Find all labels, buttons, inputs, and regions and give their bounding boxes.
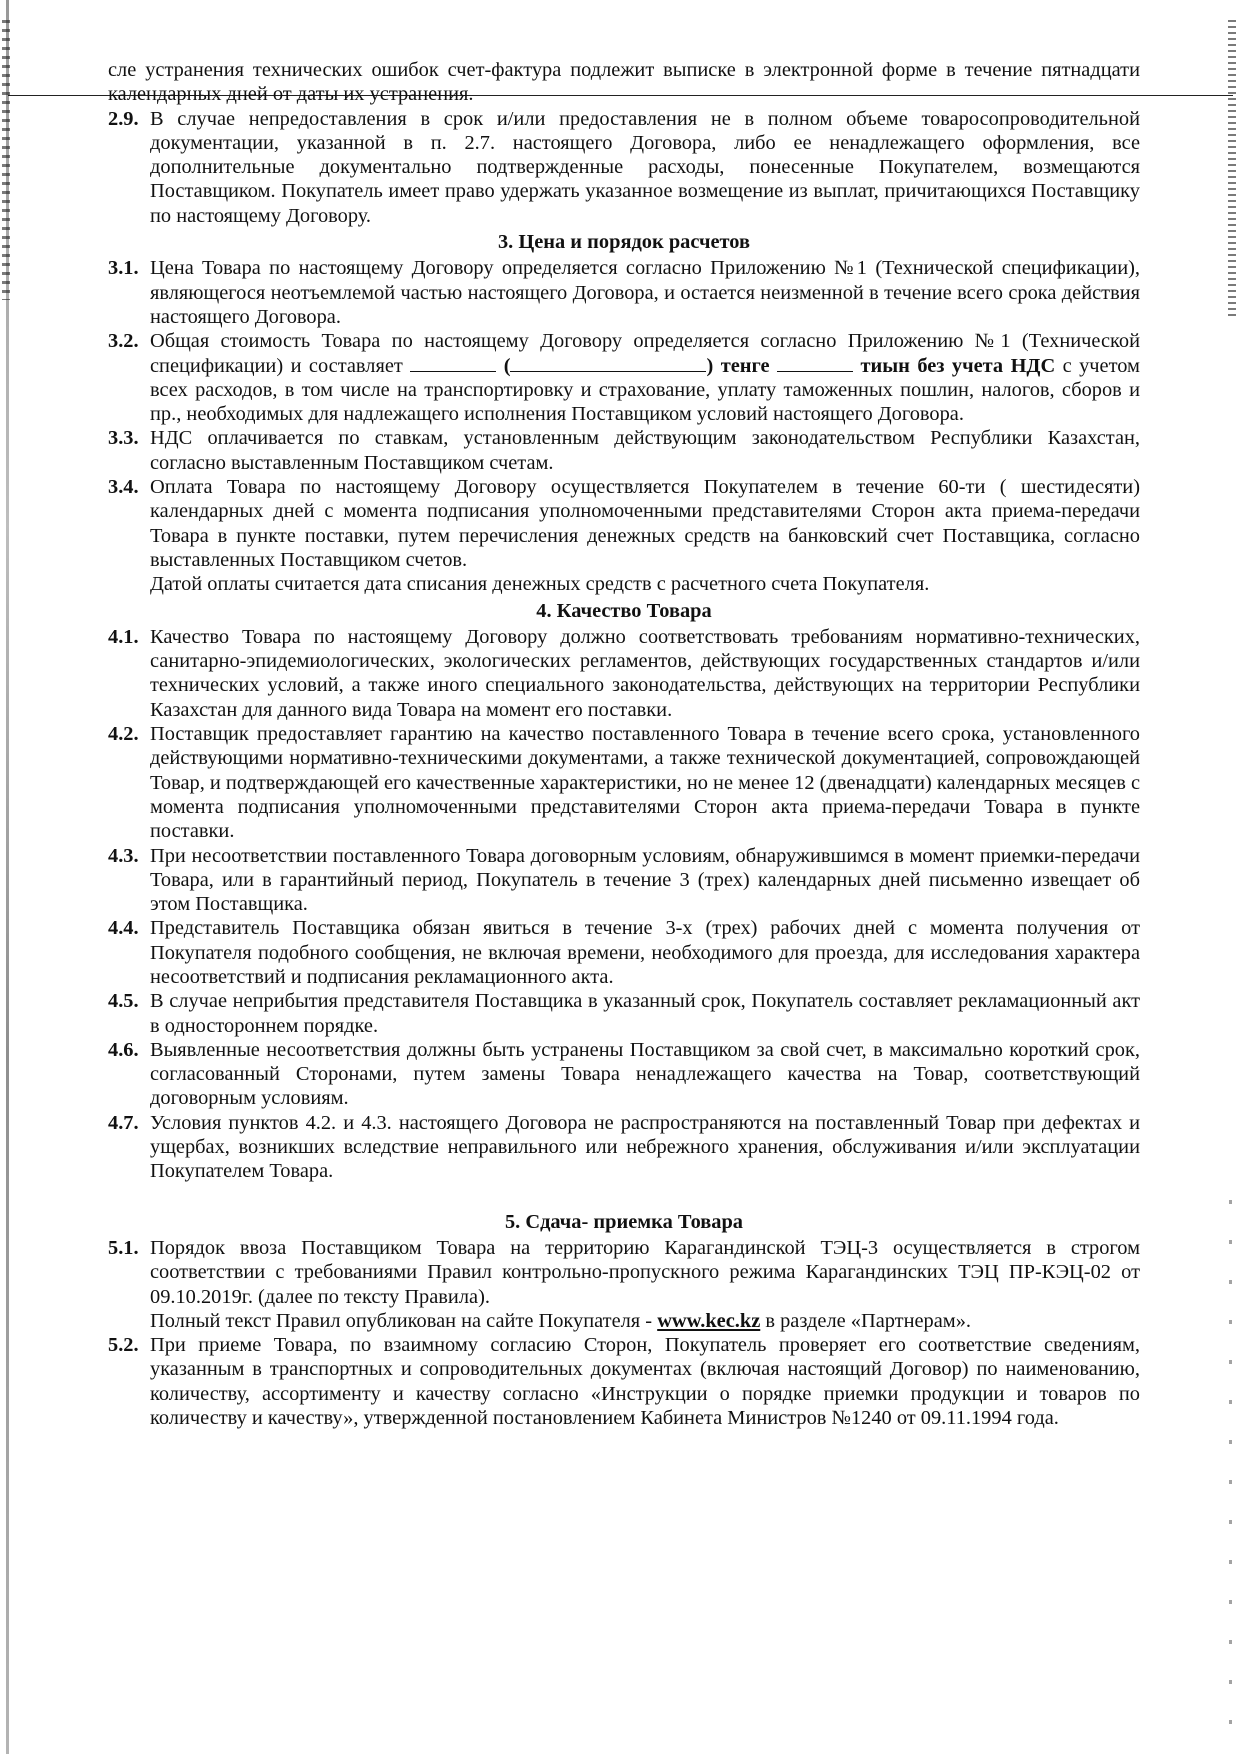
- vat-note: тиын без учета НДС: [860, 354, 1056, 377]
- clause-5-1: [108, 1236, 1140, 1309]
- clause-number: 4.2.: [108, 723, 139, 746]
- scan-marks-right-lower: [1229, 1200, 1232, 1740]
- clause-text: Условия пунктов 4.2. и 4.3. настоящего Договора не распространяются на поставленный Товар при дефектах и ущербах, возникших вследствие неправильного или небрежного хранения, обслуживания и/или эксплуатации Покупателем Товара.: [150, 1111, 1140, 1183]
- rules-note-text: в разделе «Партнерам».: [760, 1309, 971, 1332]
- price-words-blank: [510, 355, 706, 372]
- clause-number: 3.1.: [108, 257, 139, 280]
- clause-text: Порядок ввоза Поставщиком Товара на территорию Карагандинской ТЭЦ-3 осуществляется в строгом соответствии с требованиями Правил контрольно-пропускного режима Карагандинских ТЭЦ ПР-КЭЦ-02 от 09.10.2019г. (далее по тексту Правила).: [150, 1236, 1140, 1308]
- clause-text-part: с учетом всех расходов, в том числе на транспортировку и страхование, уплату таможенных пошлин, налогов, сборов и пр., необходимых для надлежащего исполнения Поставщиком условий настоящего Договора.: [150, 354, 1140, 426]
- clause-4-3: [108, 844, 1140, 917]
- clause-number: 4.3.: [108, 844, 139, 867]
- clause-text: Поставщик предоставляет гарантию на качество поставленного Товара в течение всего срока, установленного действующими нормативно-техническими документами, а также технической документацией, сопровождающей Товар, и подтверждающей его качественные характеристики, но не менее 12 (двенадцати) календарных месяцев с момента подписания уполномоченными представителями Сторон акта приема-передачи Товара в пункте поставки.: [150, 723, 1140, 843]
- section-heading-4: 4. Качество Товара: [536, 599, 712, 622]
- clause-text: НДС оплачивается по ставкам, установленным действующим законодательством Республики Казахстан, согласно выставленным Поставщиком счетам.: [150, 427, 1140, 474]
- clause-text: Выявленные несоответствия должны быть устранены Поставщиком за свой счет, в максимально короткий срок, согласованный Сторонами, путем замены Товара ненадлежащего качества на Товар, соответствующий договорным условиям.: [150, 1038, 1140, 1110]
- clause-4-5: [108, 989, 1140, 1038]
- clause-5-2: [108, 1333, 1140, 1430]
- section-heading-5: 5. Сдача- приемка Товара: [504, 1210, 743, 1233]
- scan-marks-right: [1228, 20, 1236, 320]
- clause-text: Оплата Товара по настоящему Договору осуществляется Покупателем в течение 60-ти ( шестидесяти) календарных дней с момента подписания уполномоченными представителями Сторон акта приема-передачи Товара в пункте поставки, путем перечисления денежных средств на банковский счет Поставщика, согласно выставленных Поставщиком счетов.: [150, 476, 1140, 571]
- section-heading-3: 3. Цена и порядок расчетов: [497, 231, 751, 254]
- clause-3-1: [108, 256, 1140, 329]
- payment-date-note: Датой оплаты считается дата списания денежных средств с расчетного счета Покупателя.: [150, 573, 930, 596]
- rules-publication-note: [108, 1309, 1140, 1333]
- clause-number: 4.1.: [108, 625, 139, 648]
- clause-text: [150, 329, 1140, 426]
- clause-number: 3.4.: [108, 476, 139, 499]
- clause-text-part: Общая стоимость Товара по настоящему Договору определяется согласно Приложению №1 (Технической спецификации) и составляет: [150, 330, 1140, 377]
- spacer: [108, 1184, 1140, 1208]
- clause-number: 5.2.: [108, 1334, 139, 1357]
- clause-number: 3.3.: [108, 427, 139, 450]
- clause-text: При несоответствии поставленного Товара договорным условиям, обнаружившимся в момент приемки-передачи Товара, или в гарантийный период, Покупатель в течение 3 (трех) календарных дней письменно извещает об этом Поставщика.: [150, 844, 1140, 916]
- price-blank: [410, 355, 496, 372]
- rules-note-text: Полный текст Правил опубликован на сайте Покупателя -: [150, 1309, 658, 1332]
- clause-3-2: [108, 329, 1140, 426]
- clause-text: Представитель Поставщика обязан явиться в течение 3-х (трех) рабочих дней с момента получения от Покупателя подобного сообщения, не включая времени, необходимого для проезда, для исследования характера несоответствий и подписания рекламационного акта.: [150, 917, 1140, 988]
- clause-number: 2.9.: [108, 107, 139, 130]
- clause-4-4: [108, 916, 1140, 989]
- clause-number: 4.7.: [108, 1111, 139, 1134]
- clause-text: В случае неприбытия представителя Поставщика в указанный срок, Покупатель составляет рекламационный акт в одностороннем порядке.: [150, 990, 1140, 1037]
- continued-paragraph: сле устранения технических ошибок счет-фактура подлежит выписке в электронной форме в течение пятнадцати календарных дней от даты их устранения.: [108, 59, 1140, 106]
- clause-4-7: [108, 1111, 1140, 1184]
- tiyn-blank: [777, 355, 853, 372]
- clause-text: Качество Товара по настоящему Договору должно соответствовать требованиям нормативно-технических, санитарно-эпидемиологических, экологических регламентов, действующих государственных стандартов и/или технических условий, а также иного специального законодательства, действующих на территории Республики Казахстан для данного вида Товара на момент его поставки.: [150, 625, 1140, 721]
- currency-label: ) тенге: [706, 354, 770, 377]
- clause-number: 4.6.: [108, 1038, 139, 1061]
- clause-number: 4.5.: [108, 990, 139, 1013]
- clause-3-4: [108, 475, 1140, 572]
- clause-4-6: [108, 1038, 1140, 1111]
- clause-3-3: [108, 426, 1140, 475]
- scan-marks-left: [2, 20, 10, 300]
- clause-number: 5.1.: [108, 1236, 139, 1259]
- clause-4-1: [108, 625, 1140, 722]
- clause-text: Цена Товара по настоящему Договору определяется согласно Приложению №1 (Технической спецификации), являющегося неотъемлемой частью настоящего Договора, и остается неизменной в течение всего срока действия настоящего Договора.: [150, 257, 1140, 328]
- website-link[interactable]: www.kec.kz: [657, 1309, 761, 1332]
- clause-number: 4.4.: [108, 917, 139, 940]
- clause-number: 3.2.: [108, 330, 139, 353]
- clause-2-9: [108, 107, 1140, 228]
- document-body: [108, 58, 1140, 1430]
- clause-text: При приеме Товара, по взаимному согласию Сторон, Покупатель проверяет его соответствие сведениям, указанным в транспортных и сопроводительных документах (включая настоящий Договор) по наименованию, количеству, ассортименту и качеству согласно «Инструкции о порядке приемки продукции и товаров по количеству и качеству», утвержденной постановлением Кабинета Министров №1240 от 09.11.1994 года.: [150, 1334, 1140, 1430]
- paren-open: (: [503, 354, 511, 377]
- clause-4-2: [108, 722, 1140, 843]
- clause-text: В случае непредоставления в срок и/или предоставления не в полном объеме товаросопроводительной документации, указанной в п. 2.7. настоящего Договора, либо ее ненадлежащего оформления, все дополнительные документально подтвержденные расходы, понесенные Покупателем, возмещаются Поставщиком. Покупатель имеет право удержать указанное возмещение из выплат, причитающихся Поставщику по настоящему Договору.: [150, 107, 1140, 227]
